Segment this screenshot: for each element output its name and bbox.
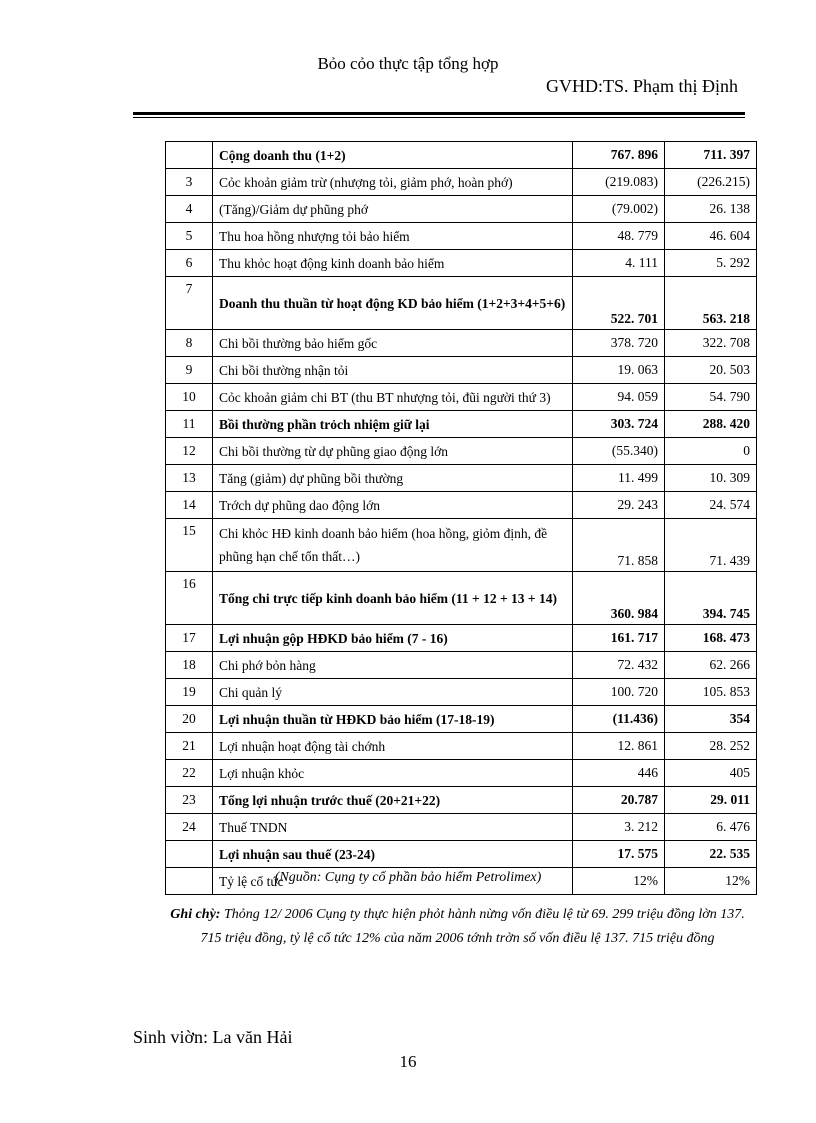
row-value-2: 354 [665, 706, 757, 733]
row-number: 11 [166, 411, 213, 438]
row-number: 14 [166, 492, 213, 519]
table-row [166, 733, 757, 760]
row-value-1: 360. 984 [573, 572, 665, 625]
row-description: Tổng chi trực tiếp kinh doanh bảo hiểm (11 + 12 + 13 + 14) [213, 572, 573, 625]
row-number: 12 [166, 438, 213, 465]
row-number: 23 [166, 787, 213, 814]
row-value-2: 28. 252 [665, 733, 757, 760]
table-row [166, 196, 757, 223]
row-value-1: 12. 861 [573, 733, 665, 760]
row-number: 15 [166, 519, 213, 572]
row-value-1: 12% [573, 868, 665, 895]
row-number: 20 [166, 706, 213, 733]
row-number: 3 [166, 169, 213, 196]
table-row [166, 787, 757, 814]
table-row [166, 142, 757, 169]
row-value-2: 0 [665, 438, 757, 465]
row-value-1: 17. 575 [573, 841, 665, 868]
row-value-1: 303. 724 [573, 411, 665, 438]
table-row [166, 625, 757, 652]
row-number: 17 [166, 625, 213, 652]
row-value-2: 405 [665, 760, 757, 787]
row-value-2: 62. 266 [665, 652, 757, 679]
footnote-text: Thỏng 12/ 2006 Cụng ty thực hiện phỏt hành nừng vốn điều lệ từ 69. 299 triệu đồng lờn 137. 715 triệu đồng, tỷ lệ cổ tức 12% của năm 2006 tớnh trờn số vốn điều lệ 137. 715 triệu đồng [200, 907, 745, 946]
table-row [166, 814, 757, 841]
row-number: 19 [166, 679, 213, 706]
row-value-1: 72. 432 [573, 652, 665, 679]
row-value-2: 168. 473 [665, 625, 757, 652]
table-row [166, 411, 757, 438]
row-value-1: (219.083) [573, 169, 665, 196]
table-row [166, 519, 757, 572]
row-value-1: 4. 111 [573, 250, 665, 277]
row-number: 18 [166, 652, 213, 679]
row-number: 24 [166, 814, 213, 841]
financial-table-body [166, 142, 757, 895]
row-number: 22 [166, 760, 213, 787]
row-value-2: 29. 011 [665, 787, 757, 814]
row-value-1: 71. 858 [573, 519, 665, 572]
row-value-1: 3. 212 [573, 814, 665, 841]
row-description: Thu hoa hồng nhượng tỏi bảo hiểm [213, 223, 573, 250]
row-value-2: 22. 535 [665, 841, 757, 868]
table-row [166, 760, 757, 787]
row-description: Bồi thường phần trỏch nhiệm giữ lại [213, 411, 573, 438]
table-row [166, 465, 757, 492]
row-value-2: 71. 439 [665, 519, 757, 572]
table-row [166, 572, 757, 625]
row-description: Lợi nhuận hoạt động tài chớnh [213, 733, 573, 760]
row-value-1: 20.787 [573, 787, 665, 814]
table-row [166, 438, 757, 465]
student-name: Sinh viờn: La văn Hải [133, 1027, 293, 1047]
row-description: Trớch dự phũng dao động lớn [213, 492, 573, 519]
row-value-2: 322. 708 [665, 330, 757, 357]
row-value-2: 10. 309 [665, 465, 757, 492]
table-row [166, 250, 757, 277]
row-number: 21 [166, 733, 213, 760]
row-description: Lợi nhuận thuần từ HĐKD bảo hiểm (17-18-19) [213, 706, 573, 733]
row-value-2: 24. 574 [665, 492, 757, 519]
row-value-1: 522. 701 [573, 277, 665, 330]
row-description: Chi bồi thường từ dự phũng giao động lớn [213, 438, 573, 465]
row-description: Lợi nhuận sau thuế (23-24) [213, 841, 573, 868]
row-description: Chi bồi thường nhận tỏi [213, 357, 573, 384]
advisor-name: GVHD:TS. Phạm thị Định [545, 76, 738, 96]
row-value-1: 29. 243 [573, 492, 665, 519]
row-value-1: 100. 720 [573, 679, 665, 706]
row-number [166, 841, 213, 868]
table-row [166, 706, 757, 733]
row-value-2: 20. 503 [665, 357, 757, 384]
source-note: (Nguồn: Cụng ty cổ phần bảo hiểm Petrolimex) [274, 870, 542, 885]
row-description: Lợi nhuận gộp HĐKD bảo hiểm (7 - 16) [213, 625, 573, 652]
row-number: 5 [166, 223, 213, 250]
row-number: 9 [166, 357, 213, 384]
row-value-1: 161. 717 [573, 625, 665, 652]
row-value-2: 46. 604 [665, 223, 757, 250]
row-value-2: (226.215) [665, 169, 757, 196]
row-description: Cỏc khoản giảm trừ (nhượng tỏi, giảm phớ, hoàn phớ) [213, 169, 573, 196]
row-description: Chi khỏc HĐ kinh doanh bảo hiểm (hoa hồng, giỏm định, đề phũng hạn chế tổn thất…) [213, 519, 573, 572]
row-value-1: 767. 896 [573, 142, 665, 169]
row-description: Chi phớ bỏn hàng [213, 652, 573, 679]
table-row [166, 492, 757, 519]
row-number: 8 [166, 330, 213, 357]
row-value-1: 378. 720 [573, 330, 665, 357]
table-row [166, 277, 757, 330]
row-description: Thu khỏc hoạt động kinh doanh bảo hiểm [213, 250, 573, 277]
header-rule-thick [133, 112, 745, 115]
table-row [166, 679, 757, 706]
footnote [160, 903, 755, 951]
row-description: Chi quản lý [213, 679, 573, 706]
row-number: 4 [166, 196, 213, 223]
table-row [166, 357, 757, 384]
row-description: Doanh thu thuần từ hoạt động KD bảo hiểm (1+2+3+4+5+6) [213, 277, 573, 330]
row-description: Cỏc khoản giảm chi BT (thu BT nhượng tỏi, đũi người thứ 3) [213, 384, 573, 411]
row-number: 16 [166, 572, 213, 625]
row-value-2: 6. 476 [665, 814, 757, 841]
row-value-2: 394. 745 [665, 572, 757, 625]
table-row [166, 330, 757, 357]
table-row [166, 169, 757, 196]
report-title: Bỏo cỏo thực tập tổng hợp [317, 54, 499, 73]
row-description: Chi bồi thường bảo hiểm gốc [213, 330, 573, 357]
row-description: Cộng doanh thu (1+2) [213, 142, 573, 169]
row-value-1: (55.340) [573, 438, 665, 465]
row-value-1: 19. 063 [573, 357, 665, 384]
row-value-2: 26. 138 [665, 196, 757, 223]
row-value-1: 11. 499 [573, 465, 665, 492]
table-row [166, 384, 757, 411]
page-number: 16 [399, 1052, 417, 1071]
row-description: Thuế TNDN [213, 814, 573, 841]
row-number: 13 [166, 465, 213, 492]
row-value-2: 54. 790 [665, 384, 757, 411]
header-rule-thin [133, 117, 745, 118]
footnote-label: Ghi chỳ: [170, 907, 221, 922]
row-value-1: (79.002) [573, 196, 665, 223]
row-description: Lợi nhuận khỏc [213, 760, 573, 787]
row-value-2: 5. 292 [665, 250, 757, 277]
row-description: Tổng lợi nhuận trước thuế (20+21+22) [213, 787, 573, 814]
row-value-1: 94. 059 [573, 384, 665, 411]
row-number [166, 142, 213, 169]
table-row [166, 652, 757, 679]
table-row [166, 223, 757, 250]
row-value-2: 12% [665, 868, 757, 895]
row-value-2: 288. 420 [665, 411, 757, 438]
row-value-2: 711. 397 [665, 142, 757, 169]
row-value-2: 105. 853 [665, 679, 757, 706]
row-description: (Tăng)/Giảm dự phũng phớ [213, 196, 573, 223]
row-description: Tăng (giảm) dự phũng bồi thường [213, 465, 573, 492]
financial-table [165, 141, 757, 895]
row-number: 7 [166, 277, 213, 330]
row-value-1: (11.436) [573, 706, 665, 733]
row-number: 6 [166, 250, 213, 277]
row-number: 10 [166, 384, 213, 411]
row-value-1: 446 [573, 760, 665, 787]
table-row [166, 841, 757, 868]
row-value-2: 563. 218 [665, 277, 757, 330]
row-value-1: 48. 779 [573, 223, 665, 250]
row-description: Tỷ lệ cổ tức [213, 868, 573, 895]
